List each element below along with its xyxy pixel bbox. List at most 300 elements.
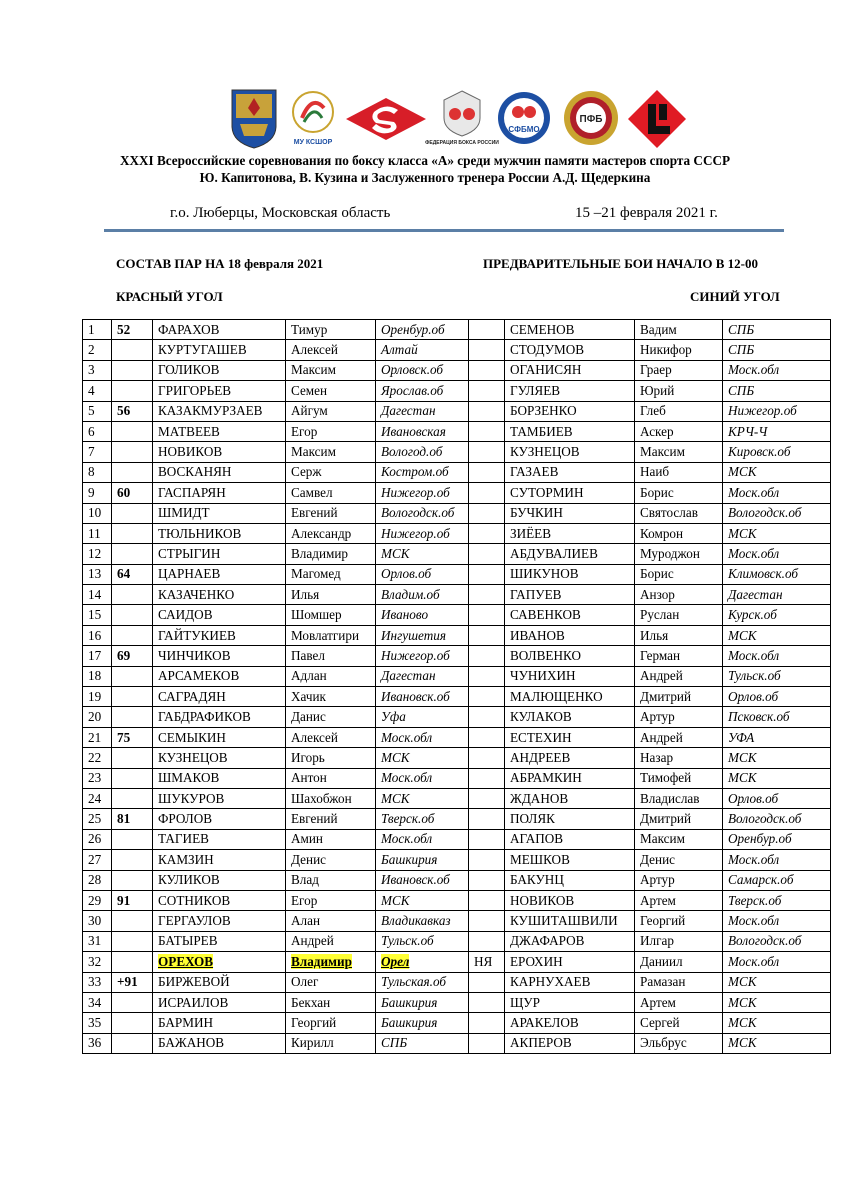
weight-class-cell [112,952,153,972]
red-region: Ивановская [381,423,446,439]
red-surname: САГРАДЯН [158,688,226,704]
red-region-cell [376,829,469,849]
red-surname-cell [153,748,286,768]
blue-region-cell [723,748,831,768]
blue-surname: ПОЛЯК [510,811,555,827]
blue-name-cell [635,360,723,380]
bout-number-cell [83,442,112,462]
red-surname-cell [153,605,286,625]
weight-class-cell [112,340,153,360]
blue-name-cell [635,850,723,870]
bout-number-cell [83,401,112,421]
bout-number-cell [83,931,112,951]
weight-class-cell [112,687,153,707]
red-region: Дагестан [381,668,436,684]
blue-name: Муроджон [640,545,700,561]
weight-class: +91 [117,974,138,990]
blue-name: Владислав [640,790,700,806]
blue-region-cell [723,340,831,360]
blue-surname: АБДУВАЛИЕВ [510,545,598,561]
table-row [83,401,831,421]
blue-name: Святослав [640,505,698,521]
red-region: Ивановск.об [381,872,450,888]
weight-class-cell [112,666,153,686]
bout-number: 6 [88,423,95,439]
red-surname: ОРЕХОВ [158,953,214,969]
blue-region: Моск.обл [728,545,780,561]
bout-number: 18 [88,668,102,684]
table-row [83,666,831,686]
red-name: Олег [291,974,319,990]
red-surname: ФРОЛОВ [158,811,213,827]
blue-name: Андрей [640,668,683,684]
weight-class-cell [112,890,153,910]
blue-region-cell [723,320,831,340]
blue-region-cell [723,727,831,747]
red-surname: СОТНИКОВ [158,892,231,908]
title-line-1: XXXI Всероссийские соревнования по боксу класса «А» среди мужчин памяти мастеров спорта СССР [119,153,731,168]
blue-surname: ЗИЁЕВ [510,525,552,541]
red-region-cell [376,340,469,360]
spartak-logo [344,88,428,150]
table-row [83,442,831,462]
table-row [83,707,831,727]
lyubertsy-coat-of-arms-logo [230,88,278,150]
red-name-cell [286,931,376,951]
bout-note-cell [469,503,505,523]
red-name: Кирилл [291,1035,334,1051]
red-surname: КУЗНЕЦОВ [158,749,228,765]
blue-region: Псковск.об [728,709,790,725]
blue-surname: ЖДАНОВ [510,790,569,806]
weight-class: 91 [117,892,131,908]
table-row [83,829,831,849]
red-name-cell [286,544,376,564]
blue-surname: БУЧКИН [510,505,563,521]
red-region-cell [376,911,469,931]
pairs-table-body [83,320,831,1054]
red-name-cell [286,401,376,421]
bout-number: 8 [88,464,95,480]
blue-region: Курск.об [728,607,777,623]
blue-name-cell [635,585,723,605]
red-name: Влад [291,872,319,888]
red-surname: ШМИДТ [158,505,210,521]
blue-region-cell [723,666,831,686]
blue-name-cell [635,748,723,768]
red-region: МСК [381,892,410,908]
red-region: Орел [381,953,410,969]
red-surname-cell [153,1033,286,1053]
blue-region: Орлов.об [728,688,779,704]
weight-class: 60 [117,484,131,500]
table-row [83,523,831,543]
weight-class-cell [112,748,153,768]
bout-note-cell [469,564,505,584]
red-name: Антон [291,770,327,786]
weight-class: 56 [117,403,131,419]
weight-class-cell [112,360,153,380]
blue-region-cell [723,931,831,951]
red-surname-cell [153,544,286,564]
blue-surname-cell [505,890,635,910]
blue-name: Наиб [640,464,670,480]
bout-number-cell [83,850,112,870]
blue-region: Самарск.об [728,872,794,888]
blue-name: Анзор [640,586,675,602]
weight-class-cell [112,564,153,584]
blue-surname: МАЛЮЩЕНКО [510,688,603,704]
bout-number: 2 [88,342,95,358]
weight-class: 69 [117,647,131,663]
red-name: Евгений [291,505,338,521]
table-row [83,809,831,829]
blue-surname: ШИКУНОВ [510,566,579,582]
bout-number: 14 [88,586,102,602]
red-surname: ЦАРНАЕВ [158,566,221,582]
blue-name-cell [635,809,723,829]
red-region-cell [376,687,469,707]
bout-number-cell [83,666,112,686]
red-surname-cell [153,401,286,421]
blue-region-cell [723,1013,831,1033]
red-surname-cell [153,585,286,605]
blue-surname: ГАЗАЕВ [510,464,559,480]
blue-name: Рамазан [640,974,686,990]
blue-region-cell [723,890,831,910]
red-name: Владимир [291,953,352,969]
red-region: Моск.обл [381,729,433,745]
blue-region-cell [723,442,831,462]
red-surname: ГАСПАРЯН [158,484,226,500]
blue-surname-cell [505,748,635,768]
bout-note-cell [469,850,505,870]
table-row [83,585,831,605]
blue-name: Илгар [640,933,674,949]
pfb-logo-text: ПФБ [579,114,603,125]
weight-class-cell [112,381,153,401]
red-region-cell [376,890,469,910]
blue-surname-cell [505,442,635,462]
red-surname-cell [153,564,286,584]
bout-number: 15 [88,607,102,623]
pairs-header: СОСТАВ ПАР НА 18 февраля 2021 [116,256,324,271]
blue-region: МСК [728,770,757,786]
blue-region: МСК [728,994,757,1010]
red-surname-cell [153,666,286,686]
weight-class-cell [112,768,153,788]
pairs-table [82,319,831,1054]
red-surname-cell [153,360,286,380]
bout-number-cell [83,911,112,931]
blue-name-cell [635,503,723,523]
red-name-cell [286,625,376,645]
bout-number: 34 [88,994,102,1010]
bout-number-cell [83,340,112,360]
blue-region: Оренбур.об [728,831,792,847]
blue-name: Илья [640,627,669,643]
red-region: Костром.об [381,464,449,480]
bout-note-cell [469,442,505,462]
red-surname: ГЕРГАУЛОВ [158,913,231,929]
blue-region-cell [723,1033,831,1053]
red-surname-cell [153,931,286,951]
weight-class-cell [112,911,153,931]
table-row [83,381,831,401]
blue-region: МСК [728,749,757,765]
red-surname: ФАРАХОВ [158,321,220,337]
blue-surname-cell [505,646,635,666]
bout-number-cell [83,421,112,441]
table-row [83,931,831,951]
blue-surname-cell [505,483,635,503]
blue-surname-cell [505,340,635,360]
red-surname: КАЗАЧЕНКО [158,586,235,602]
table-row [83,788,831,808]
blue-region: УФА [728,729,755,745]
blue-name: Аскер [640,423,674,439]
bout-number-cell [83,788,112,808]
bout-number: 29 [88,892,102,908]
red-name-cell [286,421,376,441]
weight-class-cell [112,401,153,421]
red-name-cell [286,911,376,931]
red-name: Алексей [291,342,338,358]
red-region-cell [376,952,469,972]
red-region: Моск.обл [381,831,433,847]
blue-surname-cell [505,523,635,543]
weight-class-cell [112,646,153,666]
bout-note-cell [469,890,505,910]
bout-number: 30 [88,913,102,929]
blue-name-cell [635,687,723,707]
red-name: Игорь [291,749,325,765]
blue-name-cell [635,483,723,503]
bout-number-cell [83,503,112,523]
red-region-cell [376,748,469,768]
red-region: Башкирия [381,1014,438,1030]
blue-region: МСК [728,1035,757,1051]
blue-name-cell [635,992,723,1012]
red-region-cell [376,585,469,605]
bout-note-cell [469,421,505,441]
red-surname-cell [153,421,286,441]
bout-number-cell [83,972,112,992]
red-name-cell [286,992,376,1012]
red-name: Шомшер [291,607,342,623]
red-name: Самвел [291,484,333,500]
red-region: Иваново [381,607,429,623]
bout-number: 25 [88,811,102,827]
bout-note-cell [469,401,505,421]
red-name-cell [286,360,376,380]
blue-surname-cell [505,850,635,870]
bout-note-cell [469,523,505,543]
red-name: Евгений [291,811,338,827]
bout-note-cell [469,585,505,605]
weight-class-cell [112,992,153,1012]
red-region: МСК [381,749,410,765]
red-region-cell [376,483,469,503]
red-surname: СЕМЫКИН [158,729,226,745]
blue-surname: САВЕНКОВ [510,607,581,623]
red-region-cell [376,360,469,380]
red-region: Ярослав.об [381,382,444,398]
red-name: Серж [291,464,322,480]
table-row [83,564,831,584]
red-name-cell [286,503,376,523]
blue-name: Денис [640,851,675,867]
blue-region: Моск.обл [728,484,780,500]
red-name-cell [286,890,376,910]
red-surname-cell [153,503,286,523]
bout-note-cell [469,605,505,625]
blue-name-cell [635,462,723,482]
table-row [83,1013,831,1033]
red-region: Оренбур.об [381,321,445,337]
blue-name-cell [635,931,723,951]
mu-ksshor-logo [288,88,338,150]
weight-class-cell [112,870,153,890]
red-surname: ГОЛИКОВ [158,362,220,378]
red-surname-cell [153,972,286,992]
bout-number-cell [83,585,112,605]
bout-note-cell [469,320,505,340]
weight-class-cell [112,931,153,951]
blue-region: Вологодск.об [728,811,802,827]
red-region: Владикавказ [381,913,451,929]
blue-name: Даниил [640,953,683,969]
blue-surname: МЕШКОВ [510,851,570,867]
blue-name-cell [635,544,723,564]
bout-number: 10 [88,505,102,521]
red-region-cell [376,707,469,727]
bout-number-cell [83,625,112,645]
red-region: Тульская.об [381,974,447,990]
red-name: Шахобжон [291,790,352,806]
blue-name-cell [635,1033,723,1053]
red-region: Ингушетия [381,627,446,643]
red-surname: БАРМИН [158,1014,214,1030]
blue-name: Граер [640,362,672,378]
red-region-cell [376,381,469,401]
red-region: Ивановск.об [381,688,450,704]
red-name: Айгум [291,403,328,419]
red-name-cell [286,585,376,605]
red-name: Тимур [291,321,328,337]
blue-surname-cell [505,544,635,564]
bout-note-cell [469,687,505,707]
red-surname-cell [153,768,286,788]
bout-number: 11 [88,525,101,541]
bout-note-cell [469,809,505,829]
blue-surname-cell [505,605,635,625]
bout-note-cell [469,829,505,849]
red-region-cell [376,625,469,645]
red-region-cell [376,401,469,421]
blue-region-cell [723,381,831,401]
bout-note-cell [469,340,505,360]
bout-note-cell [469,462,505,482]
blue-name: Артур [640,872,675,888]
red-name-cell [286,707,376,727]
blue-surname: АБРАМКИН [510,770,582,786]
blue-surname: СУТОРМИН [510,484,584,500]
red-region-cell [376,421,469,441]
weight-class-cell [112,462,153,482]
red-name: Алексей [291,729,338,745]
red-region-cell [376,992,469,1012]
red-surname: ГРИГОРЬЕВ [158,382,232,398]
blue-surname-cell [505,666,635,686]
blue-name: Борис [640,484,674,500]
red-name: Егор [291,423,318,439]
table-row [83,952,831,972]
blue-region-cell [723,972,831,992]
red-surname-cell [153,381,286,401]
blue-region: Климовск.об [728,566,799,582]
red-region-cell [376,564,469,584]
red-name-cell [286,320,376,340]
bout-note-cell [469,381,505,401]
blue-corner-label: СИНИЙ УГОЛ [690,289,780,304]
red-name-cell [286,972,376,992]
blue-surname-cell [505,625,635,645]
weight-class-cell [112,1033,153,1053]
blue-surname-cell [505,320,635,340]
red-surname: ГАЙТУКИЕВ [158,627,236,643]
bout-number: 23 [88,770,102,786]
blue-region: Моск.обл [728,913,780,929]
red-surname-cell [153,952,286,972]
red-name: Павел [291,647,325,663]
red-surname: БАЖАНОВ [158,1035,225,1051]
blue-region: МСК [728,627,757,643]
table-row [83,1033,831,1053]
bout-note-cell [469,788,505,808]
blue-surname: ГУЛЯЕВ [510,382,561,398]
red-region-cell [376,646,469,666]
bout-number-cell [83,748,112,768]
bout-number: 17 [88,647,102,663]
red-surname-cell [153,1013,286,1033]
table-row [83,462,831,482]
blue-surname-cell [505,992,635,1012]
red-name-cell [286,829,376,849]
red-name: Адлан [291,668,327,684]
bout-number-cell [83,1033,112,1053]
bout-number-cell [83,605,112,625]
blue-surname-cell [505,401,635,421]
blue-region: Моск.обл [728,647,780,663]
red-name: Владимир [291,545,348,561]
blue-name: Артем [640,892,676,908]
blue-region-cell [723,646,831,666]
blue-region: СПБ [728,382,755,398]
table-row [83,483,831,503]
bout-note-cell [469,727,505,747]
red-name: Максим [291,444,336,460]
red-region-cell [376,442,469,462]
bout-note-cell [469,360,505,380]
table-row [83,748,831,768]
bout-note-cell [469,911,505,931]
blue-surname-cell [505,1033,635,1053]
blue-name: Борис [640,566,674,582]
red-surname-cell [153,523,286,543]
blue-region: МСК [728,1014,757,1030]
blue-region-cell [723,687,831,707]
